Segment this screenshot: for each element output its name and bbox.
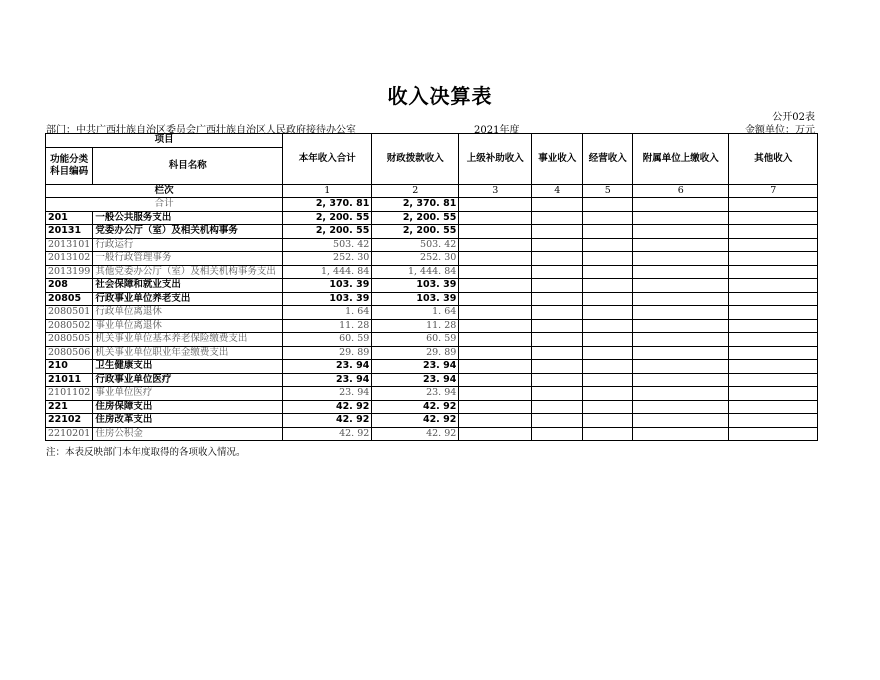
- footnote: 注：本表反映部门本年度取得的各项收入情况。: [46, 447, 246, 458]
- empty-cell: [459, 225, 532, 239]
- column-index: 7: [729, 184, 818, 198]
- total-fiscal: 2, 370. 81: [372, 198, 459, 212]
- empty-cell: [532, 211, 583, 225]
- empty-cell: [633, 319, 729, 333]
- column-index: 3: [459, 184, 532, 198]
- empty-cell: [729, 427, 818, 441]
- empty-cell: [459, 265, 532, 279]
- subject-name: 行政单位离退休: [93, 306, 283, 320]
- empty-cell: [633, 252, 729, 266]
- row-fiscal: 2, 200. 55: [372, 211, 459, 225]
- empty-cell: [532, 252, 583, 266]
- empty-cell: [532, 346, 583, 360]
- table-row: [46, 319, 818, 333]
- row-fiscal: 2, 200. 55: [372, 225, 459, 239]
- empty-cell: [633, 346, 729, 360]
- empty-cell: [729, 279, 818, 293]
- empty-cell: [633, 373, 729, 387]
- row-total: 1. 64: [283, 306, 372, 320]
- empty-cell: [459, 360, 532, 374]
- row-fiscal: 60. 59: [372, 333, 459, 347]
- table-row: [46, 400, 818, 414]
- subject-name: 机关事业单位基本养老保险缴费支出: [93, 333, 283, 347]
- subject-code: 2013101: [46, 238, 93, 252]
- empty-cell: [459, 333, 532, 347]
- row-total: 60. 59: [283, 333, 372, 347]
- row-fiscal: 503. 42: [372, 238, 459, 252]
- empty-cell: [532, 427, 583, 441]
- empty-cell: [729, 211, 818, 225]
- row-total: 42. 92: [283, 427, 372, 441]
- empty-cell: [633, 387, 729, 401]
- unit-label: 金额单位：万元: [745, 125, 815, 136]
- empty-cell: [729, 265, 818, 279]
- empty-cell: [729, 346, 818, 360]
- table-row: [46, 279, 818, 293]
- empty-cell: [459, 198, 532, 212]
- empty-cell: [729, 414, 818, 428]
- row-total: 252. 30: [283, 252, 372, 266]
- empty-cell: [532, 387, 583, 401]
- subject-name: 一般公共服务支出: [93, 211, 283, 225]
- empty-cell: [729, 225, 818, 239]
- column-index: 1: [283, 184, 372, 198]
- subject-code: 208: [46, 279, 93, 293]
- row-total: 29. 89: [283, 346, 372, 360]
- table-row: [46, 238, 818, 252]
- row-fiscal: 103. 39: [372, 292, 459, 306]
- row-fiscal: 29. 89: [372, 346, 459, 360]
- empty-cell: [583, 360, 633, 374]
- row-total: 42. 92: [283, 400, 372, 414]
- empty-cell: [459, 252, 532, 266]
- empty-cell: [583, 400, 633, 414]
- table-row: [46, 360, 818, 374]
- empty-cell: [459, 346, 532, 360]
- empty-cell: [532, 373, 583, 387]
- empty-cell: [583, 346, 633, 360]
- empty-cell: [583, 373, 633, 387]
- subject-code: 21011: [46, 373, 93, 387]
- column-index: 4: [532, 184, 583, 198]
- column-index: 5: [583, 184, 633, 198]
- table-row: [46, 292, 818, 306]
- table-row: [46, 373, 818, 387]
- empty-cell: [633, 306, 729, 320]
- subject-code: 2210201: [46, 427, 93, 441]
- empty-cell: [633, 211, 729, 225]
- subject-name: 卫生健康支出: [93, 360, 283, 374]
- empty-cell: [459, 400, 532, 414]
- header-code-line2: 科目编码: [50, 165, 89, 177]
- empty-cell: [459, 414, 532, 428]
- empty-cell: [633, 333, 729, 347]
- empty-cell: [729, 292, 818, 306]
- row-total: 23. 94: [283, 360, 372, 374]
- row-fiscal: 23. 94: [372, 360, 459, 374]
- empty-cell: [583, 427, 633, 441]
- table-row: [46, 414, 818, 428]
- header-affiliated: 附属单位上缴收入: [633, 134, 729, 185]
- subject-name: 住房公积金: [93, 427, 283, 441]
- empty-cell: [729, 198, 818, 212]
- subject-code: 221: [46, 400, 93, 414]
- row-total: 103. 39: [283, 279, 372, 293]
- empty-cell: [633, 265, 729, 279]
- empty-cell: [583, 292, 633, 306]
- table-row: [46, 387, 818, 401]
- department-label: 部门：中共广西壮族自治区委员会广西壮族自治区人民政府接待办公室: [46, 125, 356, 136]
- subject-name: 住房改革支出: [93, 414, 283, 428]
- empty-cell: [633, 427, 729, 441]
- row-fiscal: 103. 39: [372, 279, 459, 293]
- row-total: 1, 444. 84: [283, 265, 372, 279]
- empty-cell: [583, 211, 633, 225]
- header-code-line1: 功能分类: [50, 153, 89, 165]
- subject-name: 一般行政管理事务: [93, 252, 283, 266]
- empty-cell: [459, 306, 532, 320]
- header-fiscal: 财政拨款收入: [372, 134, 459, 185]
- empty-cell: [583, 306, 633, 320]
- empty-cell: [459, 238, 532, 252]
- table-row: [46, 346, 818, 360]
- year-label: 2021年度: [474, 125, 520, 136]
- empty-cell: [532, 265, 583, 279]
- empty-cell: [532, 225, 583, 239]
- subject-code: 2080505: [46, 333, 93, 347]
- subject-name: 住房保障支出: [93, 400, 283, 414]
- row-fiscal: 23. 94: [372, 373, 459, 387]
- subject-code: 22102: [46, 414, 93, 428]
- empty-cell: [583, 333, 633, 347]
- total-label: 合计: [46, 198, 283, 212]
- subject-name: 党委办公厅（室）及相关机构事务: [93, 225, 283, 239]
- subject-name: 行政事业单位养老支出: [93, 292, 283, 306]
- table-row: [46, 252, 818, 266]
- header-other: 其他收入: [729, 134, 818, 185]
- row-fiscal: 42. 92: [372, 400, 459, 414]
- row-total: 2, 200. 55: [283, 211, 372, 225]
- empty-cell: [729, 238, 818, 252]
- empty-cell: [459, 279, 532, 293]
- empty-cell: [729, 333, 818, 347]
- empty-cell: [532, 292, 583, 306]
- empty-cell: [583, 279, 633, 293]
- empty-cell: [459, 387, 532, 401]
- column-index: 6: [633, 184, 729, 198]
- table-row: [46, 211, 818, 225]
- subject-name: 其他党委办公厅（室）及相关机构事务支出: [93, 265, 283, 279]
- subject-name: 行政事业单位医疗: [93, 373, 283, 387]
- header-business: 事业收入: [532, 134, 583, 185]
- row-total: 103. 39: [283, 292, 372, 306]
- row-fiscal: 42. 92: [372, 414, 459, 428]
- header-item: 项目: [46, 134, 283, 148]
- empty-cell: [459, 319, 532, 333]
- subject-code: 20131: [46, 225, 93, 239]
- empty-cell: [633, 225, 729, 239]
- empty-cell: [729, 306, 818, 320]
- empty-cell: [633, 414, 729, 428]
- row-total: 11. 28: [283, 319, 372, 333]
- header-code: [46, 147, 93, 184]
- row-total: 2, 200. 55: [283, 225, 372, 239]
- subject-code: 2013199: [46, 265, 93, 279]
- empty-cell: [532, 279, 583, 293]
- column-index: 2: [372, 184, 459, 198]
- table-row: [46, 265, 818, 279]
- empty-cell: [729, 387, 818, 401]
- empty-cell: [459, 211, 532, 225]
- empty-cell: [532, 319, 583, 333]
- row-total: 503. 42: [283, 238, 372, 252]
- header-total: 本年收入合计: [283, 134, 372, 185]
- empty-cell: [583, 198, 633, 212]
- empty-cell: [729, 373, 818, 387]
- subject-name: 事业单位医疗: [93, 387, 283, 401]
- header-upper: 上级补助收入: [459, 134, 532, 185]
- column-index-label: 栏次: [46, 184, 283, 198]
- empty-cell: [633, 238, 729, 252]
- income-table: [45, 133, 818, 441]
- empty-cell: [633, 198, 729, 212]
- empty-cell: [459, 427, 532, 441]
- empty-cell: [532, 238, 583, 252]
- subject-code: 2080502: [46, 319, 93, 333]
- empty-cell: [729, 319, 818, 333]
- row-total: 23. 94: [283, 387, 372, 401]
- empty-cell: [583, 252, 633, 266]
- row-fiscal: 1. 64: [372, 306, 459, 320]
- subject-name: 社会保障和就业支出: [93, 279, 283, 293]
- table-row: [46, 333, 818, 347]
- form-code: 公开02表: [772, 112, 815, 123]
- empty-cell: [583, 387, 633, 401]
- subject-name: 事业单位离退休: [93, 319, 283, 333]
- row-fiscal: 23. 94: [372, 387, 459, 401]
- subject-name: 机关事业单位职业年金缴费支出: [93, 346, 283, 360]
- empty-cell: [583, 265, 633, 279]
- empty-cell: [532, 306, 583, 320]
- empty-cell: [729, 360, 818, 374]
- empty-cell: [459, 373, 532, 387]
- empty-cell: [633, 279, 729, 293]
- subject-name: 行政运行: [93, 238, 283, 252]
- empty-cell: [633, 292, 729, 306]
- subject-code: 210: [46, 360, 93, 374]
- empty-cell: [729, 252, 818, 266]
- header-operating: 经营收入: [583, 134, 633, 185]
- table-row: [46, 306, 818, 320]
- empty-cell: [532, 360, 583, 374]
- subject-code: 201: [46, 211, 93, 225]
- page-title: 收入决算表: [387, 84, 493, 108]
- table-row: [46, 225, 818, 239]
- row-fiscal: 252. 30: [372, 252, 459, 266]
- row-total: 23. 94: [283, 373, 372, 387]
- subject-code: 2013102: [46, 252, 93, 266]
- empty-cell: [583, 414, 633, 428]
- total-amount: 2, 370. 81: [283, 198, 372, 212]
- row-fiscal: 1, 444. 84: [372, 265, 459, 279]
- empty-cell: [532, 414, 583, 428]
- empty-cell: [583, 225, 633, 239]
- empty-cell: [633, 400, 729, 414]
- table-body: [46, 211, 818, 441]
- table-row: [46, 427, 818, 441]
- subject-code: 2101102: [46, 387, 93, 401]
- empty-cell: [583, 238, 633, 252]
- empty-cell: [532, 400, 583, 414]
- subject-code: 2080501: [46, 306, 93, 320]
- empty-cell: [532, 198, 583, 212]
- row-total: 42. 92: [283, 414, 372, 428]
- empty-cell: [633, 360, 729, 374]
- empty-cell: [459, 292, 532, 306]
- subject-code: 20805: [46, 292, 93, 306]
- row-fiscal: 11. 28: [372, 319, 459, 333]
- row-fiscal: 42. 92: [372, 427, 459, 441]
- empty-cell: [532, 333, 583, 347]
- empty-cell: [583, 319, 633, 333]
- header-name: 科目名称: [93, 147, 283, 184]
- subject-code: 2080506: [46, 346, 93, 360]
- empty-cell: [729, 400, 818, 414]
